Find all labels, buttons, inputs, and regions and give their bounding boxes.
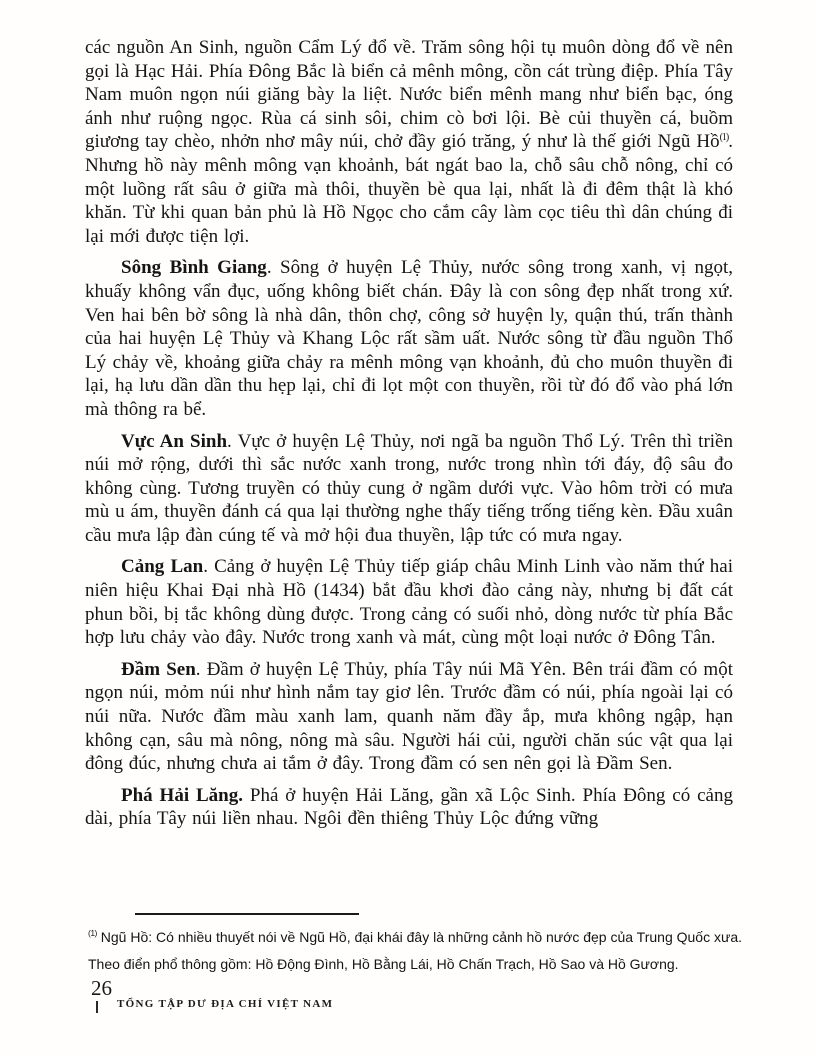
paragraph-lead: Cảng Lan (121, 556, 204, 578)
paragraph-text: . Cảng ở huyện Lệ Thủy tiếp giáp châu Minh Linh vào năm thứ hai niên hiệu Khai Đại nhà Hồ (1434) bắt đầu khơi đào cảng này, nhưng bị đất cát phun bồi, bị tắc không dùng được. Trong cảng có suối nhỏ, dòng nước từ phía Bắc hợp lưu chảy vào đây. Nước trong xanh và mát, cùng một loại nước ở Đông Tân. (85, 556, 734, 649)
paragraph-text: các nguồn An Sinh, nguồn Cẩm Lý đổ về. Trăm sông hội tụ muôn dòng đổ về nên gọi là Hạc Hải. Phía Đông Bắc là biển cả mênh mông, cồn cát trùng điệp. Phía Tây Nam muôn ngọn núi giăng bày la liệt. Nước biển mênh mang như biển bạc, óng ánh như ruộng ngọc. Rùa cá sinh sôi, chim cò bơi lội. Bè củi thuyền cá, buồm giương tay chèo, nhởn nhơ mây núi, chở đầy gió trăng, ý như là thế giới Ngũ Hồ (85, 37, 733, 153)
footnote-reference: (1) (719, 132, 729, 144)
paragraph-lead: Đầm Sen (121, 658, 196, 680)
paragraph-text: . Đầm ở huyện Lệ Thủy, phía Tây núi Mã Yên. Bên trái đầm có một ngọn núi, mỏm núi như hình nắm tay giơ lên. Trước đầm có núi, phía ngoài lại có núi nữa. Nước đầm màu xanh lam, quanh năm đầy ắp, mưa không ngập, hạn không cạn, sâu mà nông, nông mà sâu. Người hái củi, người chăn súc vật qua lại đông đúc, nhưng chưa ai tắm ở đây. Trong đầm có sen nên gọi là Đầm Sen. (85, 658, 733, 775)
page-number: 26 (91, 976, 112, 1000)
paragraph-cang-lan (85, 555, 733, 649)
footnote-text: Ngũ Hồ: Có nhiều thuyết nói về Ngũ Hồ, đại khái đây là những cảnh hồ nước đẹp của Trung Quốc xưa. Theo điển phổ thông gồm: Hồ Động Đình, Hồ Bằng Lái, Hồ Chấn Trạch, Hồ Sao và Hồ Gương. (88, 929, 743, 972)
paragraph-continuation (85, 36, 733, 248)
paragraph-text: Phá ở huyện Hải Lăng, gần xã Lộc Sinh. Phía Đông có cảng dài, phía Tây núi liền nhau. Ngôi đền thiêng Thủy Lộc đứng vững (85, 784, 733, 830)
paragraph-song-binh-giang (85, 256, 733, 421)
footnote-separator (135, 913, 359, 915)
margin-tick (96, 1001, 98, 1013)
footnote-marker: (1) (88, 928, 97, 938)
paragraph-lead: Sông Bình Giang (121, 257, 267, 279)
paragraph-vuc-an-sinh (85, 430, 733, 548)
body-text (85, 36, 733, 839)
footnote (88, 924, 762, 978)
book-title-footer: TỔNG TẬP DƯ ĐỊA CHÍ VIỆT NAM (117, 998, 334, 1010)
paragraph-text: . Vực ở huyện Lệ Thủy, nơi ngã ba nguồn Thổ Lý. Trên thì triền núi mở rộng, dưới thì sắc nước xanh trong, nước trong nhìn tới đáy, độ sâu đo không cùng. Tương truyền có thủy cung ở ngầm dưới vực. Vào hôm trời có mưa mù u ám, thuyền đánh cá qua lại thường nghe thấy tiếng trống tiếng kèn. Đầu xuân cầu mưa lập đàn cúng tế và mở hội đua thuyền, lập tức có mưa ngay. (85, 430, 733, 546)
paragraph-pha-hai-lang (85, 784, 733, 831)
paragraph-text: . Nhưng hồ này mênh mông vạn khoảnh, bát ngát bao la, chỗ sâu chỗ nông, chỉ có một luồng rất sâu ở giữa mà thôi, thuyền bè qua lại, nhất là đi đêm thật là khó khăn. Từ khi quan bản phủ là Hồ Ngọc cho cắm cây làm cọc tiêu thì dân chúng đi lại mới được tiện lợi. (85, 131, 733, 247)
paragraph-lead: Vực An Sinh (121, 430, 228, 452)
paragraph-lead: Phá Hải Lăng. (121, 784, 243, 806)
paragraph-dam-sen (85, 658, 733, 776)
paragraph-text: . Sông ở huyện Lệ Thủy, nước sông trong xanh, vị ngọt, khuấy không vẩn đục, uống không biết chán. Đây là con sông đẹp nhất trong xứ. Ven hai bên bờ sông là nhà dân, thôn chợ, công sở huyện ly, quận thú, trấn thành của hai huyện Lệ Thủy và Khang Lộc rất sầm uất. Nước sông từ đầu nguồn Thổ Lý chảy về, khoảng giữa chảy ra mênh mông vạn khoảnh, đủ cho muôn thuyền đi lại, hạ lưu dần dần thu hẹp lại, chỉ đi lọt một con thuyền, rồi từ đó đổ vào phá lớn mà thông ra bể. (85, 257, 733, 420)
